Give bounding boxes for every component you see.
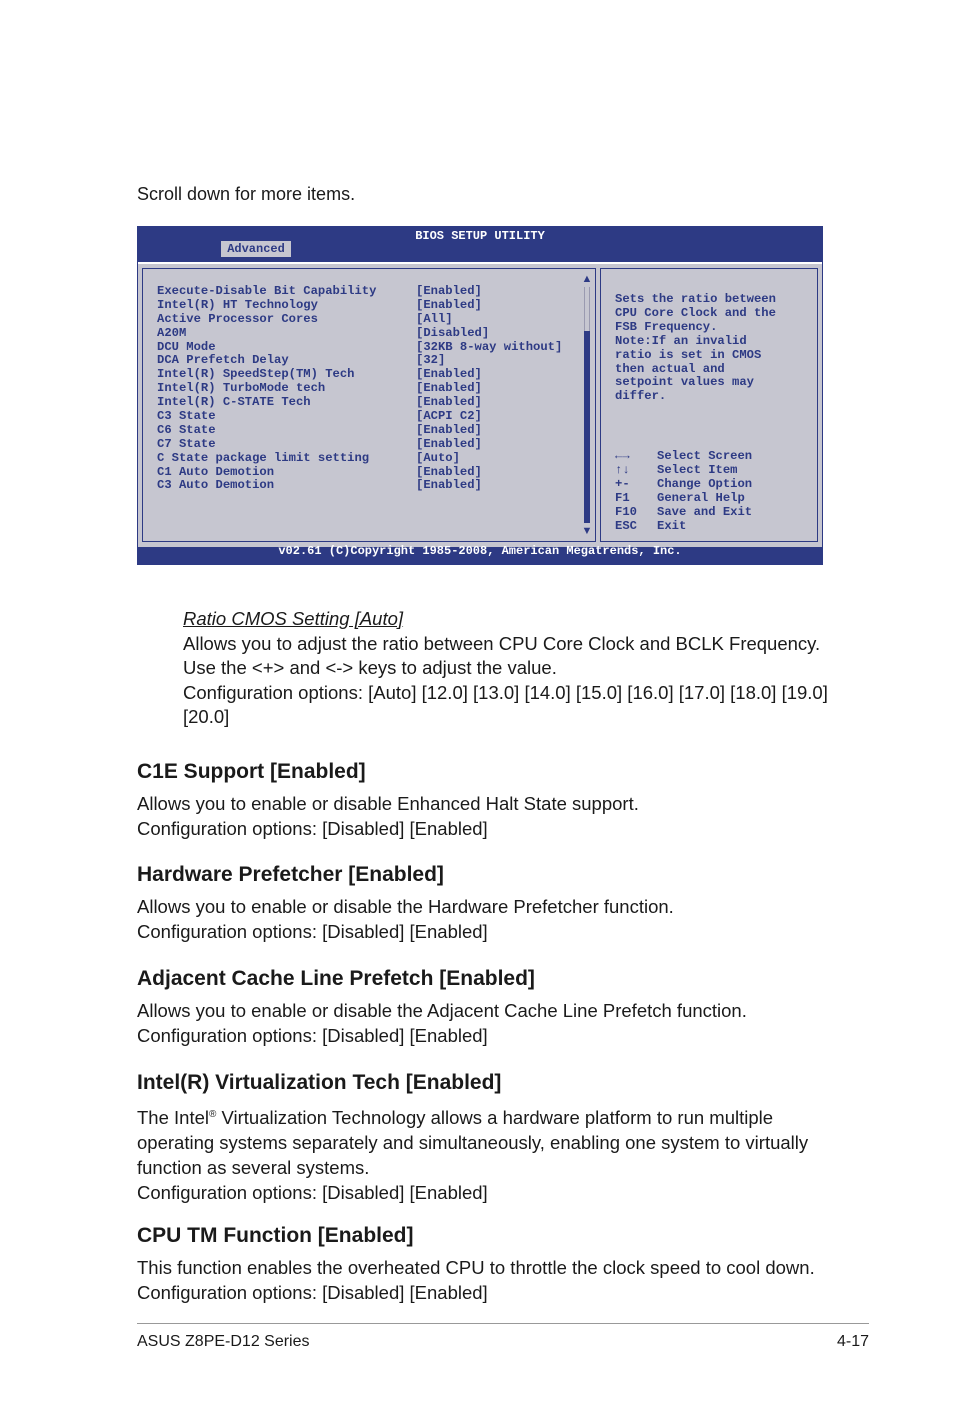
bios-item[interactable] (157, 466, 562, 480)
ratio-cmos-desc: Allows you to adjust the ratio between CPU Core Clock and BCLK Frequency. (183, 632, 821, 654)
vt-section (137, 1071, 837, 1205)
bios-item-value[interactable]: [Enabled] (416, 478, 482, 493)
key-description: General Help (657, 491, 745, 505)
key-description: Save and Exit (657, 505, 753, 519)
bios-item-label: Execute-Disable Bit Capability (157, 284, 377, 298)
adj-cache-desc: Allows you to enable or disable the Adjacent Cache Line Prefetch function. (137, 1000, 747, 1021)
bios-item-value[interactable]: [32] (416, 353, 446, 368)
key-name: ↑↓ (615, 463, 630, 477)
key-legend-row (615, 505, 752, 519)
cpu-tm-options: Configuration options: [Disabled] [Enabled] (137, 1282, 488, 1303)
vt-title: Intel(R) Virtualization Tech [Enabled] (137, 1071, 502, 1094)
bios-item[interactable] (157, 341, 562, 355)
bios-item-label: Intel(R) C-STATE Tech (157, 395, 311, 410)
ratio-cmos-section (183, 607, 833, 730)
adj-cache-title: Adjacent Cache Line Prefetch [Enabled] (137, 967, 535, 990)
ratio-cmos-title: Ratio CMOS Setting [Auto] (183, 608, 404, 629)
ratio-cmos-options: Configuration options: [Auto] [12.0] [13.0] [14.0] [15.0] [16.0] [17.0] [18.0] [19.0] [20.0] (183, 681, 828, 727)
key-name: +- (615, 477, 630, 491)
ratio-cmos-keys-note: Use the <+> and <-> keys to adjust the value. (183, 657, 557, 678)
hw-prefetch-title: Hardware Prefetcher [Enabled] (137, 863, 444, 886)
bios-item-label: DCA Prefetch Delay (157, 353, 289, 368)
bios-item[interactable] (157, 354, 562, 368)
bios-item-value[interactable]: [Disabled] (416, 325, 490, 340)
key-description: Select Screen (657, 449, 753, 463)
bios-item[interactable] (157, 479, 562, 493)
scroll-down-icon[interactable]: ▼ (581, 525, 593, 537)
bios-item-list (157, 285, 562, 493)
bios-item[interactable] (157, 452, 562, 466)
cpu-tm-section (137, 1224, 837, 1305)
scroll-note: Scroll down for more items. (137, 184, 356, 204)
key-legend (615, 449, 752, 533)
bios-item[interactable] (157, 285, 562, 299)
hw-prefetch-section (137, 863, 837, 944)
key-name: ESC (615, 519, 637, 533)
key-legend-row (615, 463, 752, 477)
bios-item[interactable] (157, 313, 562, 327)
scroll-thumb[interactable] (584, 331, 590, 523)
bios-item-value[interactable]: [Enabled] (416, 381, 482, 396)
key-legend-row (615, 519, 752, 533)
key-name: F1 (615, 491, 630, 505)
cpu-tm-title: CPU TM Function [Enabled] (137, 1224, 414, 1247)
bios-item-value[interactable]: [Enabled] (416, 464, 482, 479)
bios-item[interactable] (157, 438, 562, 452)
bios-screenshot (137, 226, 823, 565)
key-legend-row (615, 477, 752, 491)
bios-item[interactable] (157, 299, 562, 313)
c1e-options: Configuration options: [Disabled] [Enabled] (137, 818, 488, 839)
vt-desc-b: Virtualization Technology allows a hardware platform to run multiple operating systems separately and simultaneously, enabling one system to virtually function as several systems. (137, 1107, 809, 1179)
bios-title: BIOS SETUP UTILITY (415, 229, 545, 243)
bios-item-label: C6 State (157, 422, 216, 437)
bios-item-label: Intel(R) TurboMode tech (157, 381, 326, 396)
bios-item-label: A20M (157, 325, 187, 340)
vt-desc-a: The Intel (137, 1107, 209, 1129)
bios-item[interactable] (157, 424, 562, 438)
bios-item-label: Active Processor Cores (157, 311, 318, 326)
key-legend-row (615, 491, 752, 505)
bios-item-value[interactable]: [Enabled] (416, 297, 482, 312)
adj-cache-section (137, 967, 837, 1048)
scroll-up-icon[interactable]: ▲ (581, 273, 593, 285)
bios-item-label: C3 State (157, 409, 216, 424)
key-name: ←→ (615, 449, 630, 463)
footer-product: ASUS Z8PE-D12 Series (137, 1333, 310, 1350)
bios-item-value[interactable]: [Enabled] (416, 367, 482, 382)
cpu-tm-desc: This function enables the overheated CPU to throttle the clock speed to cool down. (137, 1257, 815, 1278)
footer-page-number: 4-17 (836, 1333, 869, 1350)
bios-footer: v02.61 (C)Copyright 1985-2008, American Megatrends, Inc. (278, 544, 682, 558)
bios-item[interactable] (157, 327, 562, 341)
bios-body (138, 262, 822, 547)
help-text: Sets the ratio between CPU Core Clock and the FSB Frequency. Note:If an invalid ratio is set in CMOS then actual and setpoint values may differ. (615, 292, 776, 404)
c1e-desc: Allows you to enable or disable Enhanced Halt State support. (137, 793, 639, 814)
bios-item-label: DCU Mode (157, 339, 216, 354)
bios-help-panel (600, 268, 818, 542)
bios-item-value[interactable]: [Enabled] (416, 422, 482, 437)
bios-item[interactable] (157, 396, 562, 410)
bios-scrollbar[interactable] (581, 273, 593, 537)
bios-item-value[interactable]: [Enabled] (416, 436, 482, 451)
bios-item[interactable] (157, 368, 562, 382)
bios-item-value[interactable]: [Enabled] (416, 284, 482, 298)
bios-item-label: Intel(R) SpeedStep(TM) Tech (157, 367, 355, 382)
hw-prefetch-desc: Allows you to enable or disable the Hardware Prefetcher function. (137, 896, 674, 917)
bios-item-label: C State package limit setting (157, 450, 370, 465)
c1e-title: C1E Support [Enabled] (137, 760, 366, 783)
bios-item-value[interactable]: [ACPI C2] (416, 409, 482, 424)
key-description: Select Item (657, 463, 738, 477)
vt-options: Configuration options: [Disabled] [Enabled] (137, 1182, 488, 1204)
key-description: Change Option (657, 477, 753, 491)
bios-item-label: C1 Auto Demotion (157, 464, 275, 479)
bios-item-value[interactable]: [Auto] (416, 450, 460, 465)
bios-item-panel (142, 268, 596, 542)
footer-rule (137, 1323, 869, 1324)
registered-mark: ® (209, 1109, 217, 1120)
bios-item-value[interactable]: [32KB 8-way without] (416, 339, 563, 354)
bios-item[interactable] (157, 382, 562, 396)
hw-prefetch-options: Configuration options: [Disabled] [Enabled] (137, 921, 488, 942)
key-legend-row (615, 449, 752, 463)
bios-tab-advanced[interactable]: Advanced (221, 241, 291, 257)
vt-desc (137, 1102, 837, 1180)
bios-item-label: C3 Auto Demotion (157, 478, 275, 493)
bios-item-value[interactable]: [All] (416, 311, 453, 326)
key-description: Exit (657, 519, 687, 533)
key-name: F10 (615, 505, 637, 519)
bios-item-label: Intel(R) HT Technology (157, 297, 318, 312)
c1e-section (137, 760, 837, 841)
adj-cache-options: Configuration options: [Disabled] [Enabled] (137, 1025, 488, 1046)
bios-item-value[interactable]: [Enabled] (416, 395, 482, 410)
bios-item-label: C7 State (157, 436, 216, 451)
bios-item[interactable] (157, 410, 562, 424)
